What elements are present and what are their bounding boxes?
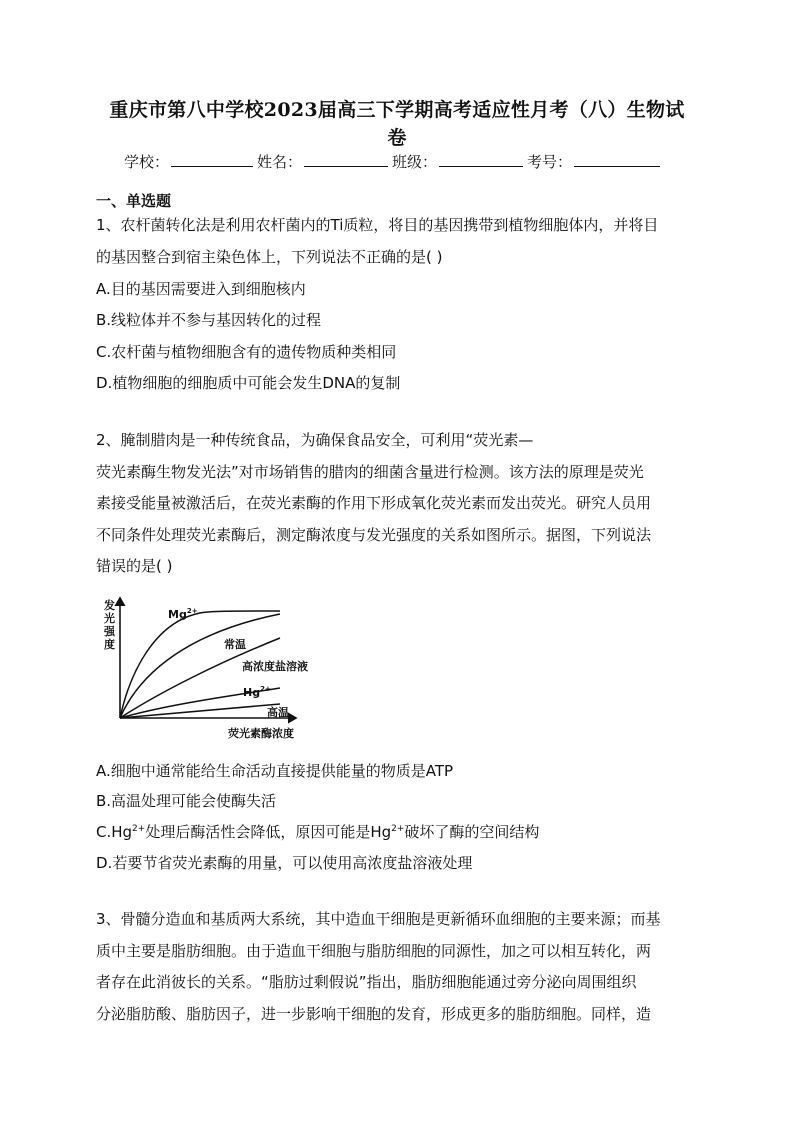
name-label: 姓名： [257,153,303,171]
exam-title [100,96,694,152]
q3-line4: 分泌脂肪酸、脂肪因子，进一步影响干细胞的发育，形成更多的脂肪细胞。同样，造 [96,1004,652,1023]
name-blank[interactable] [304,149,388,167]
q1-option-a: A.目的基因需要进入到细胞核内 [96,280,306,298]
q2-line2: 荧光素酶生物发光法”对市场销售的腊肉的细菌含量进行检测。该方法的原理是荧光 [96,462,644,481]
q2-option-b: B.高温处理可能会使酶失活 [96,792,277,810]
q2-line1: 2、腌制腊肉是一种传统食品，为确保食品安全，可利用“荧光素— [96,431,534,449]
series-label-high-temp: 高温 [267,706,289,719]
enzyme-luminescence-chart [100,592,310,744]
q3-line1: 3、骨髓分造血和基质两大系统，其中造血干细胞是更新循环血细胞的主要来源；而基 [96,910,661,928]
q2-line3: 素接受能量被激活后，在荧光素酶的作用下形成氧化荧光素而发出荧光。研究人员用 [96,494,652,512]
q2-option-c: $C.Hg^{2+}$处理后酶活性会降低，原因可能是$Hg^{2+}$破坏了酶的空间结构 [96,823,540,841]
series-curve-high-temp [120,704,280,718]
y-label-char-3: 强 [104,625,115,638]
question-1-stem [96,210,698,273]
q1-option-d: D.植物细胞的细胞质中可能会发生DNA的复制 [96,374,401,392]
number-blank[interactable] [574,149,660,167]
q2-option-a: A.细胞中通常能给生命活动直接提供能量的物质是ATP [96,762,454,780]
series-label-mg: $Mg^{2+}$ [168,607,198,621]
series-label-hg: $Hg^{2+}$ [243,685,271,699]
exam-title-line2: 卷 [387,127,407,149]
y-label-char-1: 发 [104,599,115,612]
q2-line5: 错误的是( ) [96,557,173,575]
q1-line1: 1、农杆菌转化法是利用农杆菌内的Ti质粒，将目的基因携带到植物细胞体内，并将目 [96,216,659,234]
y-label-char-2: 光 [104,612,115,625]
school-blank[interactable] [171,149,253,167]
q2-line4: 不同条件处理荧光素酶后，测定酶浓度与发光强度的关系如图所示。据图，下列说法 [96,525,652,544]
q1-option-b: B.线粒体并不参与基因转化的过程 [96,311,322,329]
question-3-stem [96,904,698,1030]
section-title: 一、单选题 [96,192,172,210]
series-label-salt: 高浓度盐溶液 [242,660,308,673]
q2-option-d: D.若要节省荧光素酶的用量，可以使用高浓度盐溶液处理 [96,854,473,872]
y-axis-label [103,598,116,651]
class-blank[interactable] [439,149,523,167]
x-axis-label: 荧光素酶浓度 [228,727,294,740]
q3-line2: 质中主要是脂肪细胞。由于造血干细胞与脂肪细胞的同源性，加之可以相互转化，两 [96,941,652,960]
series-label-normal: 常温 [224,638,246,651]
q3-line3: 者存在此消彼长的关系。“脂肪过剩假说”指出，脂肪细胞能通过旁分泌向周围组织 [96,973,637,991]
exam-title-line1: 重庆市第八中学校2023届高三下学期高考适应性月考（八）生物试 [109,99,685,121]
class-label: 班级： [392,153,438,171]
q1-option-c: C.农杆菌与植物细胞含有的遗传物质种类相同 [96,343,397,361]
student-info-row [124,149,684,173]
q1-line2: 的基因整合到宿主染色体上，下列说法不正确的是( ) [96,247,443,266]
y-label-char-4: 度 [104,638,115,651]
school-label: 学校： [124,153,170,171]
number-label: 考号： [527,153,573,171]
question-2-stem [96,425,698,583]
